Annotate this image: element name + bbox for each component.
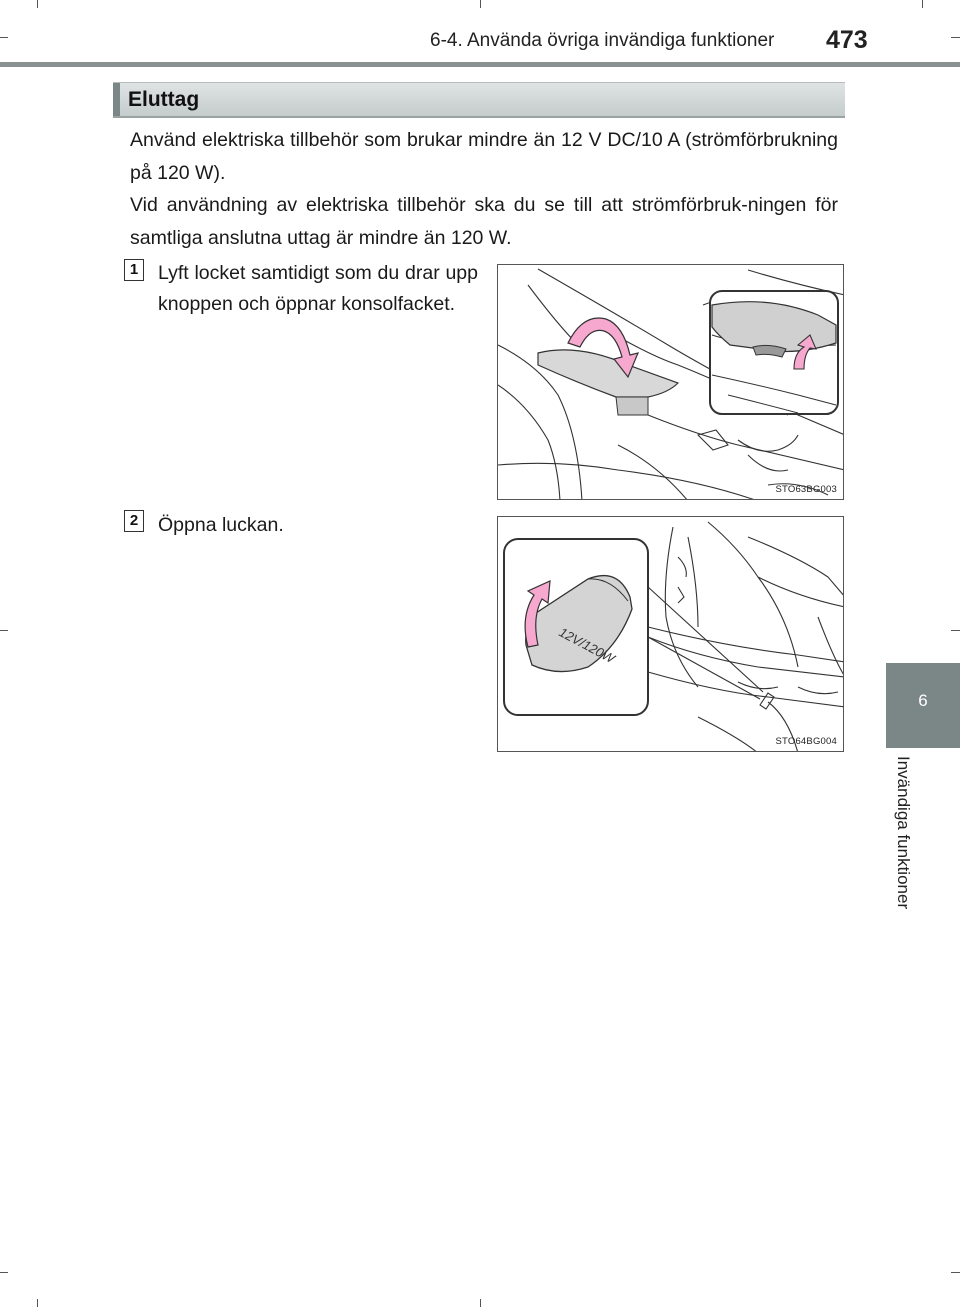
chapter-number: 6 [918,691,928,710]
step-1-figure-code: STO63BG003 [775,484,837,495]
section-title-bar [113,82,845,118]
crop-mark [951,37,960,38]
crop-mark [37,1299,38,1307]
intro-paragraph-1: Använd elektriska tillbehör som brukar mindre än 12 V DC/10 A (strömförbrukning på 120 W). [130,129,838,184]
crop-mark [0,630,8,631]
step-2-figure-code: STO64BG004 [775,736,837,747]
step-1-text: Lyft locket samtidigt som du drar upp knoppen och öppnar konsolfacket. [158,262,478,315]
page-number: 473 [826,26,868,54]
chapter-tab [886,663,960,748]
header-rule [0,62,960,67]
step-1-badge: 1 [124,259,144,281]
header-section-path: 6-4. Använda övriga invändiga funktioner [430,30,775,51]
crop-mark [0,1272,8,1273]
crop-mark [951,1272,960,1273]
outlet-label: 12V/120W [556,624,618,667]
crop-mark [480,1299,481,1307]
crop-mark [480,0,481,8]
step-2-badge: 2 [124,510,144,532]
chapter-label: Invändiga funktioner [894,756,913,910]
intro-paragraph-2: Vid användning av elektriska tillbehör ska du se till att strömförbruk-ningen för samtliga anslutna uttag är mindre än 120 W. [130,194,838,249]
crop-mark [951,630,960,631]
console-lid-illustration [498,265,844,500]
step-2-text: Öppna luckan. [158,514,284,536]
crop-mark [37,0,38,8]
section-title: Eluttag [128,88,200,111]
crop-mark [0,37,8,38]
step-2-figure [497,516,844,752]
crop-mark [922,0,923,8]
step-1-figure [497,264,844,500]
outlet-cover-illustration [498,517,844,752]
